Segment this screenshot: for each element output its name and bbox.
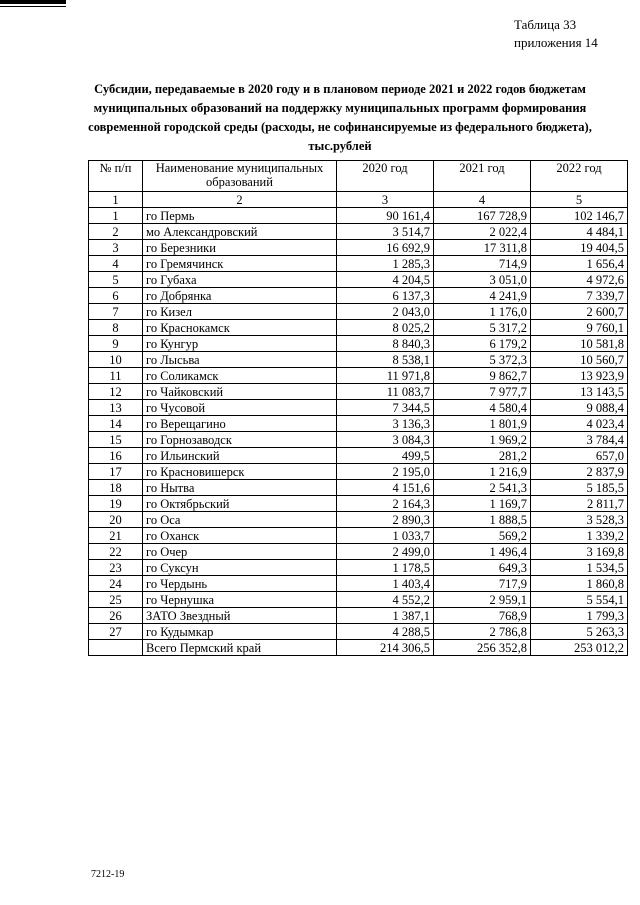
- table-row: [89, 480, 628, 496]
- row-number: 19: [89, 496, 143, 512]
- amount-2020: 4 288,5: [337, 624, 434, 640]
- amount-2022: 7 339,7: [531, 288, 628, 304]
- row-number: 21: [89, 528, 143, 544]
- municipality-name: го Октябрьский: [143, 496, 337, 512]
- amount-2021: 281,2: [434, 448, 531, 464]
- index-cell: 3: [337, 192, 434, 208]
- amount-2021: 9 862,7: [434, 368, 531, 384]
- amount-2021: 717,9: [434, 576, 531, 592]
- municipality-name: го Краснокамск: [143, 320, 337, 336]
- row-number: 4: [89, 256, 143, 272]
- table-row: [89, 208, 628, 224]
- table-row: [89, 304, 628, 320]
- row-number: 6: [89, 288, 143, 304]
- title-line: муниципальных образований на поддержку муниципальных программ формирования: [93, 101, 587, 115]
- amount-2021: 2 786,8: [434, 624, 531, 640]
- amount-2021: 1 176,0: [434, 304, 531, 320]
- amount-2021: 1 969,2: [434, 432, 531, 448]
- table-row: [89, 560, 628, 576]
- municipality-name: го Красновишерск: [143, 464, 337, 480]
- municipality-name: го Кунгур: [143, 336, 337, 352]
- row-number: 11: [89, 368, 143, 384]
- title-line: современной городской среды (расходы, не софинансируемые из федерального бюджета),: [88, 120, 592, 134]
- table-header-row: [89, 161, 628, 192]
- amount-2020: 2 164,3: [337, 496, 434, 512]
- amount-2020: 16 692,9: [337, 240, 434, 256]
- amount-2022: 9 760,1: [531, 320, 628, 336]
- amount-2020: 1 033,7: [337, 528, 434, 544]
- row-number: 25: [89, 592, 143, 608]
- amount-2020: 2 195,0: [337, 464, 434, 480]
- amount-2020: 1 387,1: [337, 608, 434, 624]
- table-row: [89, 224, 628, 240]
- amount-2021: 1 801,9: [434, 416, 531, 432]
- amount-2020: 3 084,3: [337, 432, 434, 448]
- row-number: 12: [89, 384, 143, 400]
- amount-2022: 4 972,6: [531, 272, 628, 288]
- appendix-number: приложения 14: [514, 35, 598, 50]
- amount-2021: 1 216,9: [434, 464, 531, 480]
- municipality-name: го Гремячинск: [143, 256, 337, 272]
- amount-2020: 2 043,0: [337, 304, 434, 320]
- amount-2021: 4 580,4: [434, 400, 531, 416]
- amount-2021: 3 051,0: [434, 272, 531, 288]
- table-reference: [514, 16, 598, 52]
- amount-2021: 714,9: [434, 256, 531, 272]
- amount-2022: 13 143,5: [531, 384, 628, 400]
- row-number: 7: [89, 304, 143, 320]
- municipality-name: го Соликамск: [143, 368, 337, 384]
- municipality-name: мо Александровский: [143, 224, 337, 240]
- amount-2020: 499,5: [337, 448, 434, 464]
- table-row: [89, 592, 628, 608]
- amount-2020: 2 499,0: [337, 544, 434, 560]
- amount-2020: 7 344,5: [337, 400, 434, 416]
- col-header-2021: 2021 год: [434, 161, 531, 192]
- municipality-name: го Чернушка: [143, 592, 337, 608]
- amount-2020: 8 538,1: [337, 352, 434, 368]
- amount-2021: 4 241,9: [434, 288, 531, 304]
- table-row: [89, 320, 628, 336]
- table-row: [89, 368, 628, 384]
- table-row: [89, 400, 628, 416]
- amount-2021: 1 888,5: [434, 512, 531, 528]
- amount-2022: 1 534,5: [531, 560, 628, 576]
- amount-2021: 5 372,3: [434, 352, 531, 368]
- subsidies-table: [88, 160, 628, 656]
- table-row: [89, 576, 628, 592]
- table-row: [89, 512, 628, 528]
- row-number: 16: [89, 448, 143, 464]
- municipality-name: го Кизел: [143, 304, 337, 320]
- col-header-name: Наименование муниципальных образований: [143, 161, 337, 192]
- municipality-name: го Добрянка: [143, 288, 337, 304]
- amount-2021: 2 022,4: [434, 224, 531, 240]
- amount-2022: 2 811,7: [531, 496, 628, 512]
- amount-2022: 3 528,3: [531, 512, 628, 528]
- row-number: 9: [89, 336, 143, 352]
- row-number: 1: [89, 208, 143, 224]
- municipality-name: го Оса: [143, 512, 337, 528]
- document-title: [80, 80, 600, 156]
- amount-2022: 102 146,7: [531, 208, 628, 224]
- amount-2021: 167 728,9: [434, 208, 531, 224]
- amount-2022: 10 581,8: [531, 336, 628, 352]
- table-row: [89, 432, 628, 448]
- amount-2021: 5 317,2: [434, 320, 531, 336]
- amount-2020: 4 151,6: [337, 480, 434, 496]
- municipality-name: го Кудымкар: [143, 624, 337, 640]
- row-number: 20: [89, 512, 143, 528]
- municipality-name: го Чердынь: [143, 576, 337, 592]
- column-index-row: [89, 192, 628, 208]
- amount-2020: 1 285,3: [337, 256, 434, 272]
- table-row: [89, 448, 628, 464]
- amount-2021: 2 959,1: [434, 592, 531, 608]
- table-row: [89, 496, 628, 512]
- amount-2020: 3 514,7: [337, 224, 434, 240]
- municipality-name: ЗАТО Звездный: [143, 608, 337, 624]
- amount-2022: 19 404,5: [531, 240, 628, 256]
- amount-2020: 4 204,5: [337, 272, 434, 288]
- table-row: [89, 608, 628, 624]
- table-row: [89, 336, 628, 352]
- row-number: 22: [89, 544, 143, 560]
- municipality-name: го Горнозаводск: [143, 432, 337, 448]
- amount-2021: 569,2: [434, 528, 531, 544]
- amount-2020: 3 136,3: [337, 416, 434, 432]
- table-row: [89, 272, 628, 288]
- amount-2020: 8 025,2: [337, 320, 434, 336]
- municipality-name: го Ильинский: [143, 448, 337, 464]
- amount-2022: 2 837,9: [531, 464, 628, 480]
- table-row: [89, 384, 628, 400]
- municipality-name: го Лысьва: [143, 352, 337, 368]
- table-row: [89, 624, 628, 640]
- amount-2022: 657,0: [531, 448, 628, 464]
- amount-2022: 2 600,7: [531, 304, 628, 320]
- col-header-number: № п/п: [89, 161, 143, 192]
- municipality-name: го Пермь: [143, 208, 337, 224]
- municipality-name: Всего Пермский край: [143, 640, 337, 656]
- amount-2021: 6 179,2: [434, 336, 531, 352]
- row-number: 13: [89, 400, 143, 416]
- amount-2021: 2 541,3: [434, 480, 531, 496]
- amount-2022: 13 923,9: [531, 368, 628, 384]
- amount-2022: 1 656,4: [531, 256, 628, 272]
- amount-2022: 1 799,3: [531, 608, 628, 624]
- amount-2022: 1 860,8: [531, 576, 628, 592]
- table-number: Таблица 33: [514, 17, 577, 32]
- col-header-2022: 2022 год: [531, 161, 628, 192]
- amount-2020: 8 840,3: [337, 336, 434, 352]
- table-row: [89, 416, 628, 432]
- row-number: 24: [89, 576, 143, 592]
- amount-2020: 90 161,4: [337, 208, 434, 224]
- index-cell: 1: [89, 192, 143, 208]
- corner-mark-line: [0, 6, 66, 7]
- municipality-name: го Очер: [143, 544, 337, 560]
- table-row: [89, 544, 628, 560]
- row-number: 17: [89, 464, 143, 480]
- amount-2020: 2 890,3: [337, 512, 434, 528]
- table-row: [89, 240, 628, 256]
- municipality-name: го Оханск: [143, 528, 337, 544]
- municipality-name: го Верещагино: [143, 416, 337, 432]
- row-number: 3: [89, 240, 143, 256]
- amount-2021: 768,9: [434, 608, 531, 624]
- amount-2021: 1 169,7: [434, 496, 531, 512]
- table-row: [89, 352, 628, 368]
- table-row: [89, 288, 628, 304]
- total-row: [89, 640, 628, 656]
- row-number: 27: [89, 624, 143, 640]
- footer-code: 7212-19: [91, 869, 125, 880]
- row-number: 26: [89, 608, 143, 624]
- table-row: [89, 464, 628, 480]
- amount-2021: 256 352,8: [434, 640, 531, 656]
- row-number: 2: [89, 224, 143, 240]
- amount-2021: 17 311,8: [434, 240, 531, 256]
- index-cell: 5: [531, 192, 628, 208]
- amount-2022: 5 263,3: [531, 624, 628, 640]
- amount-2022: 10 560,7: [531, 352, 628, 368]
- row-number: [89, 640, 143, 656]
- amount-2022: 4 023,4: [531, 416, 628, 432]
- table-row: [89, 528, 628, 544]
- row-number: 23: [89, 560, 143, 576]
- municipality-name: го Чусовой: [143, 400, 337, 416]
- amount-2021: 649,3: [434, 560, 531, 576]
- amount-2022: 5 185,5: [531, 480, 628, 496]
- row-number: 14: [89, 416, 143, 432]
- row-number: 15: [89, 432, 143, 448]
- amount-2022: 5 554,1: [531, 592, 628, 608]
- amount-2022: 3 169,8: [531, 544, 628, 560]
- title-line: Субсидии, передаваемые в 2020 году и в плановом периоде 2021 и 2022 годов бюджетам: [94, 82, 586, 96]
- amount-2020: 11 971,8: [337, 368, 434, 384]
- index-cell: 2: [143, 192, 337, 208]
- amount-2021: 1 496,4: [434, 544, 531, 560]
- municipality-name: го Нытва: [143, 480, 337, 496]
- amount-2020: 1 178,5: [337, 560, 434, 576]
- amount-2020: 1 403,4: [337, 576, 434, 592]
- amount-2020: 214 306,5: [337, 640, 434, 656]
- amount-2020: 11 083,7: [337, 384, 434, 400]
- title-line: тыс.рублей: [308, 139, 372, 153]
- amount-2022: 3 784,4: [531, 432, 628, 448]
- row-number: 10: [89, 352, 143, 368]
- amount-2020: 6 137,3: [337, 288, 434, 304]
- table-body: [89, 192, 628, 656]
- municipality-name: го Березники: [143, 240, 337, 256]
- municipality-name: го Чайковский: [143, 384, 337, 400]
- row-number: 8: [89, 320, 143, 336]
- col-header-2020: 2020 год: [337, 161, 434, 192]
- amount-2020: 4 552,2: [337, 592, 434, 608]
- amount-2022: 253 012,2: [531, 640, 628, 656]
- municipality-name: го Губаха: [143, 272, 337, 288]
- municipality-name: го Суксун: [143, 560, 337, 576]
- index-cell: 4: [434, 192, 531, 208]
- table-row: [89, 256, 628, 272]
- amount-2021: 7 977,7: [434, 384, 531, 400]
- amount-2022: 4 484,1: [531, 224, 628, 240]
- amount-2022: 1 339,2: [531, 528, 628, 544]
- amount-2022: 9 088,4: [531, 400, 628, 416]
- row-number: 18: [89, 480, 143, 496]
- corner-mark: [0, 0, 66, 4]
- row-number: 5: [89, 272, 143, 288]
